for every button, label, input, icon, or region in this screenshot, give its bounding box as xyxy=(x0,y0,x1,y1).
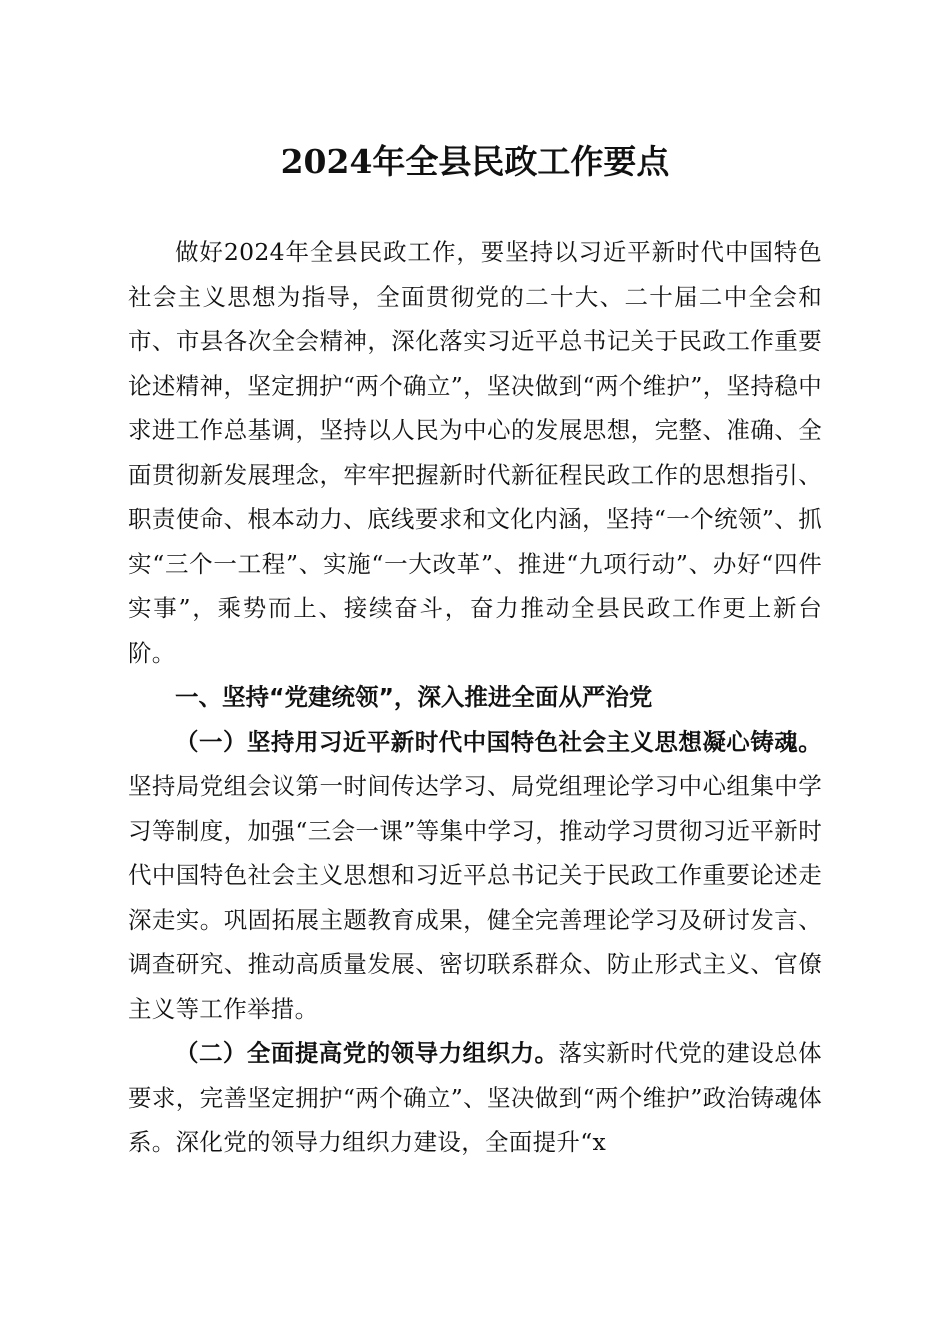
item-1-lead: （一）坚持用习近平新时代中国特色社会主义思想凝心铸魂。 xyxy=(175,727,822,756)
item-2-lead: （二）全面提高党的领导力组织力。 xyxy=(175,1039,559,1067)
item-1-text: 坚持局党组会议第一时间传达学习、局党组理论学习中心组集中学习等制度，加强“三会一课”等集中学习，推动学习贯彻习近平新时代中国特色社会主义思想和习近平总书记关于民政工作重要论述走深走实。巩固拓展主题教育成果，健全完善理论学习及研讨发言、调查研究、推动高质量发展、密切联系群众、防止形式主义、官僚主义等工作举措。 xyxy=(128,772,822,1023)
document-body xyxy=(128,230,822,1165)
item-2-text: 落实新时代党的建设总体要求，完善坚定拥护“两个确立”、坚决做到“两个维护”政治铸魂体系。深化党的领导力组织力建设，全面提升“x xyxy=(128,1039,822,1156)
section-1-item-1 xyxy=(128,720,822,1032)
intro-paragraph: 做好2024年全县民政工作，要坚持以习近平新时代中国特色社会主义思想为指导，全面贯彻党的二十大、二十届二中全会和市、市县各次全会精神，深化落实习近平总书记关于民政工作重要论述精神，坚定拥护“两个确立”，坚决做到“两个维护”，坚持稳中求进工作总基调，坚持以人民为中心的发展思想，完整、准确、全面贯彻新发展理念，牢牢把握新时代新征程民政工作的思想指引、职责使命、根本动力、底线要求和文化内涵，坚持“一个统领”、抓实“三个一工程”、实施“一大改革”、推进“九项行动”、办好“四件实事”，乘势而上、接续奋斗，奋力推动全县民政工作更上新台阶。 xyxy=(128,238,822,667)
section-heading-1: 一、坚持“党建统领”，深入推进全面从严治党 xyxy=(175,683,653,711)
document-title: 2024年全县民政工作要点 xyxy=(280,142,670,181)
section-1-item-2 xyxy=(128,1031,822,1165)
